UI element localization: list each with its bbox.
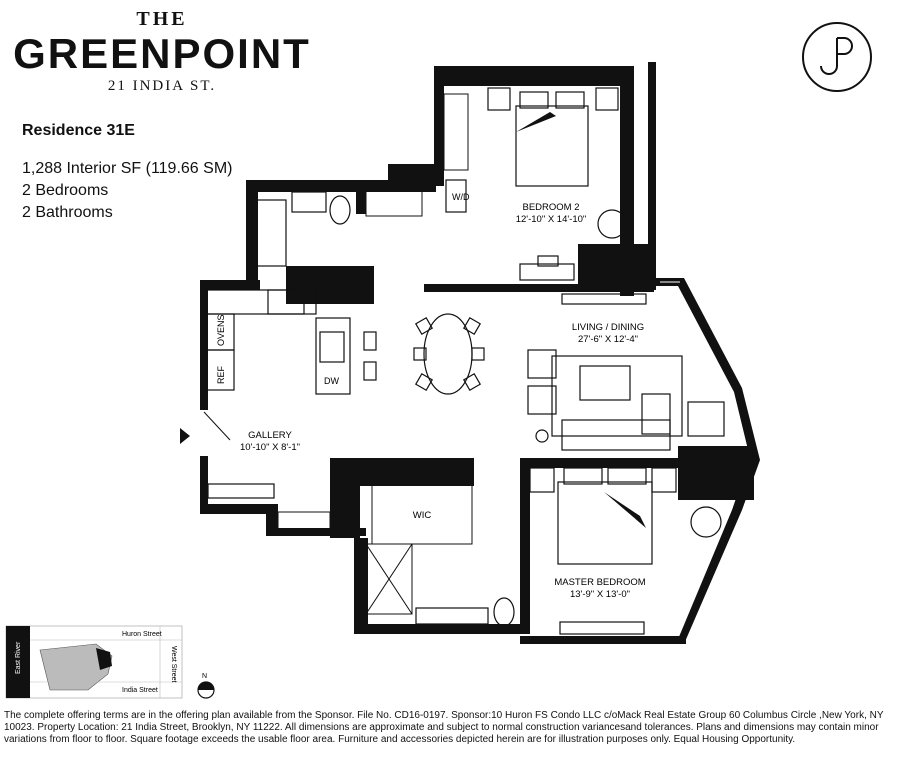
ovens-label: OVENS bbox=[216, 314, 226, 346]
master-name: MASTER BEDROOM bbox=[554, 577, 646, 588]
gallery-dims: 10'-10" X 8'-1" bbox=[239, 442, 301, 453]
wall bbox=[424, 284, 654, 292]
chair bbox=[691, 507, 721, 537]
wall bbox=[200, 456, 208, 512]
vanity bbox=[292, 192, 326, 212]
wall bbox=[520, 462, 530, 634]
nightstand bbox=[488, 88, 510, 110]
living-name: LIVING / DINING bbox=[571, 322, 645, 333]
wall bbox=[200, 280, 260, 290]
disclaimer: The complete offering terms are in the offering plan available from the Sponsor. File No. CD16-0197. Sponsor:10 Huron FS Condo LLC c/oMack Real Estate Group 60 Columbus Circle ,New York, NY 10023. Property Location: 21 India Street, Brooklyn, NY 11222. All dimensions are approximate and subject to normal construction variancesand tolerances. Plans and dimensions may contain minor variations from floor to floor. Square footage exceeds the usable floor area. Furniture and accessories depicted herein are for illustration purposes only. Equal Housing Opportunity. bbox=[4, 710, 884, 745]
wall bbox=[520, 636, 686, 644]
keyplan-india: India Street bbox=[122, 687, 158, 694]
gallery-name: GALLERY bbox=[248, 430, 292, 441]
entry-arrow-icon bbox=[180, 428, 190, 444]
rug bbox=[552, 356, 682, 436]
brand-name: GREENPOINT bbox=[13, 30, 311, 77]
sink bbox=[320, 332, 344, 362]
window bbox=[366, 190, 422, 216]
wall bbox=[434, 66, 620, 86]
bedroom2-dims: 12'-10" X 14'-10" bbox=[515, 214, 587, 225]
wall bbox=[330, 458, 360, 538]
coffee-table bbox=[580, 366, 630, 400]
entry-door bbox=[204, 412, 230, 440]
nightstand bbox=[530, 468, 554, 492]
interior-area: 1,288 Interior SF (119.66 SM) bbox=[22, 160, 233, 177]
bed-master bbox=[558, 482, 652, 564]
residence-title: Residence 31E bbox=[22, 122, 135, 139]
toilet bbox=[330, 196, 350, 224]
wall bbox=[356, 180, 366, 214]
wall bbox=[200, 504, 276, 514]
wall bbox=[286, 266, 374, 304]
vanity bbox=[416, 608, 488, 624]
wall bbox=[388, 164, 438, 184]
sofa bbox=[562, 420, 670, 450]
ref-label: REF bbox=[216, 366, 226, 384]
bench bbox=[208, 484, 274, 498]
living-dims: 27'-6" X 12'-4" bbox=[577, 334, 639, 345]
wall bbox=[520, 458, 680, 468]
brand-address: 21 INDIA ST. bbox=[107, 78, 217, 94]
north-label: N bbox=[202, 673, 208, 680]
plant bbox=[688, 402, 724, 436]
nightstand bbox=[652, 468, 676, 492]
bedroom-count: 2 Bedrooms bbox=[22, 182, 109, 199]
brand-the: THE bbox=[136, 8, 188, 30]
toilet bbox=[494, 598, 514, 626]
wd-label: W/D bbox=[452, 192, 470, 202]
bed-bedroom2 bbox=[516, 106, 588, 186]
bathroom-count: 2 Bathrooms bbox=[22, 204, 113, 221]
wall bbox=[648, 62, 656, 290]
keyplan-west: West Street bbox=[170, 646, 177, 683]
dresser bbox=[560, 622, 644, 634]
dw-label: DW bbox=[324, 376, 339, 386]
keyplan-huron: Huron Street bbox=[122, 631, 162, 638]
keyplan-east: East River bbox=[15, 641, 22, 674]
closet bbox=[444, 94, 468, 170]
master-dims: 13'-9" X 13'-0" bbox=[569, 589, 631, 600]
wic-label: WIC bbox=[412, 510, 432, 521]
bedroom2-name: BEDROOM 2 bbox=[522, 202, 580, 213]
window bbox=[278, 512, 330, 530]
nightstand bbox=[596, 88, 618, 110]
